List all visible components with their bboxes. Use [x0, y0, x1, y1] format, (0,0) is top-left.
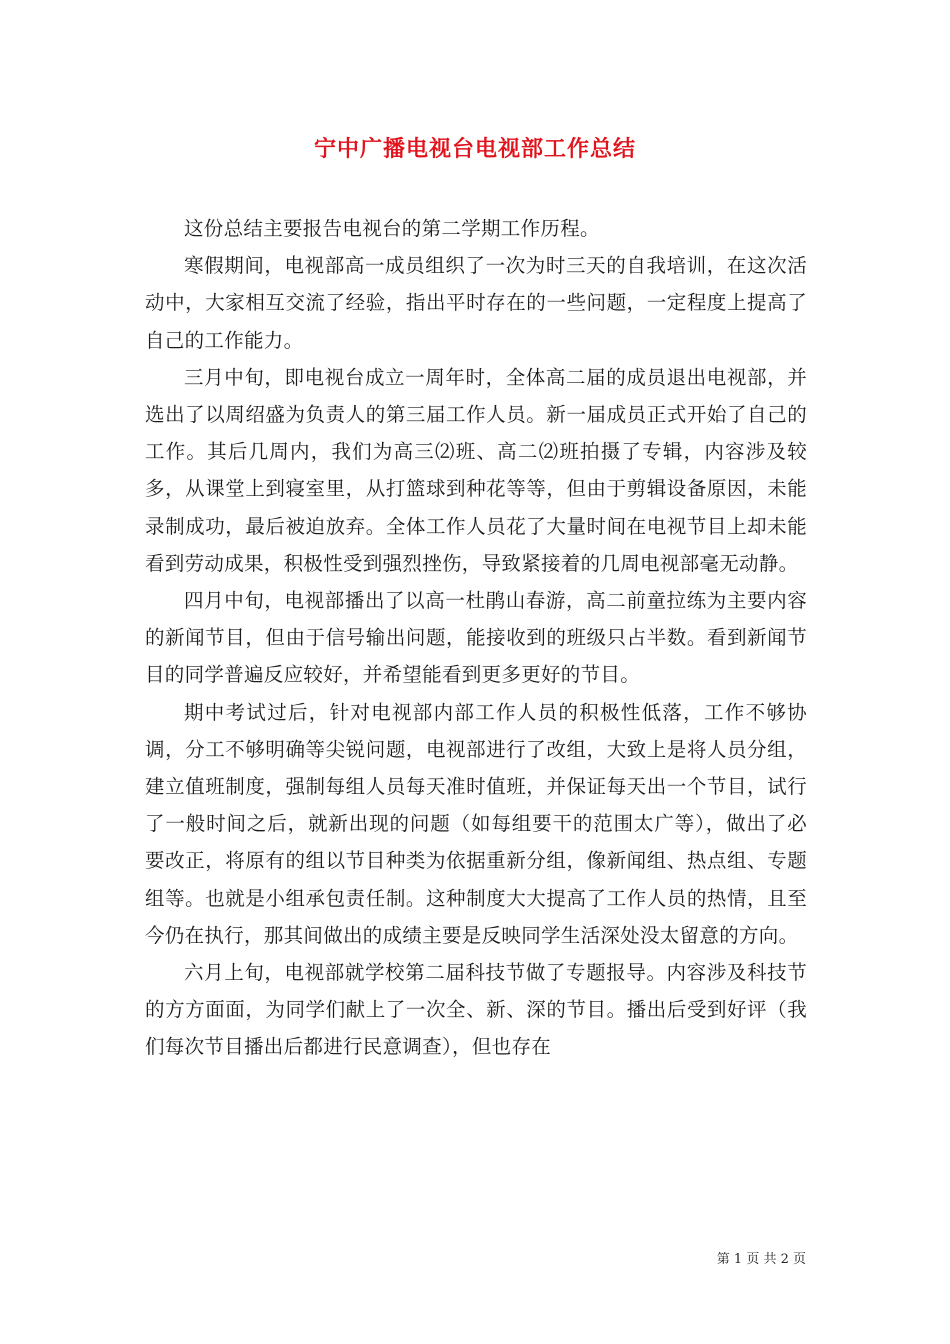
page-number: 第 1 页 共 2 页 [716, 1252, 806, 1267]
document-body [145, 210, 807, 1066]
paragraph-2: 寒假期间，电视部高一成员组织了一次为时三天的自我培训，在这次活动中，大家相互交流了经验，指出平时存在的一些问题，一定程度上提高了自己的工作能力。 [145, 254, 807, 352]
paragraph-1: 这份总结主要报告电视台的第二学期工作历程。 [184, 217, 600, 240]
paragraph-6: 六月上旬，电视部就学校第二届科技节做了专题报导。内容涉及科技节的方方面面，为同学们献上了一次全、新、深的节目。播出后受到好评（我们每次节目播出后都进行民意调查），但也存在 [145, 961, 807, 1059]
paragraph-4: 四月中旬，电视部播出了以高一杜鹃山春游，高二前童拉练为主要内容的新闻节目，但由于信号输出问题，能接收到的班级只占半数。看到新闻节目的同学普遍反应较好，并希望能看到更多更好的节目。 [145, 589, 807, 687]
paragraph-3: 三月中旬，即电视台成立一周年时，全体高二届的成员退出电视部，并选出了以周绍盛为负责人的第三届工作人员。新一届成员正式开始了自己的工作。其后几周内，我们为高三⑵班、高二⑵班拍摄了专辑，内容涉及较多，从课堂上到寝室里，从打篮球到种花等等，但由于剪辑设备原因，未能录制成功，最后被迫放弃。全体工作人员花了大量时间在电视节目上却未能看到劳动成果，积极性受到强烈挫伤，导致紧接着的几周电视部毫无动静。 [145, 365, 807, 575]
paragraph-5: 期中考试过后，针对电视部内部工作人员的积极性低落，工作不够协调，分工不够明确等尖锐问题，电视部进行了改组，大致上是将人员分组，建立值班制度，强制每组人员每天准时值班，并保证每天出一个节目，试行了一般时间之后，就新出现的问题（如每组要干的范围太广等），做出了必要改正，将原有的组以节目种类为依据重新分组，像新闻组、热点组、专题组等。也就是小组承包责任制。这种制度大大提高了工作人员的热情，且至今仍在执行，那其间做出的成绩主要是反映同学生活深处没太留意的方向。 [145, 700, 807, 947]
page-title: 宁中广播电视台电视部工作总结 [313, 136, 636, 162]
